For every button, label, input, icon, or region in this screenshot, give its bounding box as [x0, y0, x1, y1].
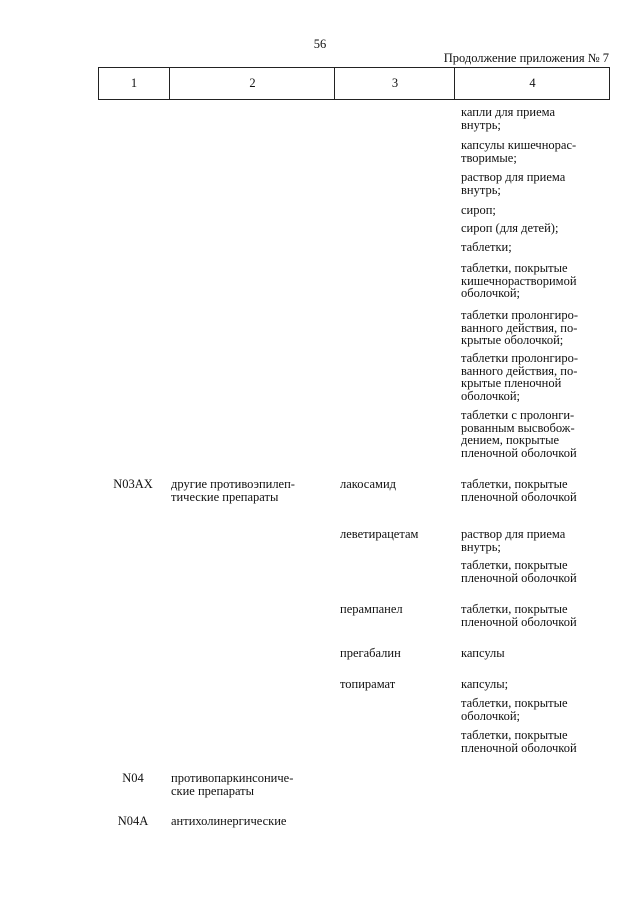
dosage-form: таблетки, покрытые оболочкой; — [461, 696, 568, 723]
dosage-form: сироп; — [461, 203, 496, 217]
atc-group-name: противопаркинсониче- ские препараты — [171, 771, 294, 798]
header-col-3: 3 — [334, 68, 455, 99]
dosage-form: раствор для приема внутрь; — [461, 170, 566, 197]
dosage-form: капсулы; — [461, 677, 509, 691]
atc-group-name: другие противоэпилеп- тические препараты — [171, 477, 295, 504]
drug-name: топирамат — [340, 677, 396, 691]
header-col-4: 4 — [454, 68, 610, 99]
table-header — [98, 67, 610, 100]
dosage-form: таблетки с пролонги- рованным высвобож- дением, покрытые пленочной оболочкой — [461, 408, 577, 460]
drug-name: перампанел — [340, 602, 403, 616]
atc-code: N03AX — [113, 477, 153, 491]
dosage-form: капсулы — [461, 646, 505, 660]
dosage-form: сироп (для детей); — [461, 221, 559, 235]
page-number: 56 — [313, 37, 327, 51]
atc-group-name: антихолинергические — [171, 814, 287, 828]
dosage-form: таблетки пролонгиро- ванного действия, по- крытые оболочкой; — [461, 308, 579, 347]
dosage-form: таблетки, покрытые пленочной оболочкой — [461, 602, 577, 629]
atc-code: N04A — [117, 814, 149, 828]
header-col-2: 2 — [169, 68, 335, 99]
dosage-form: таблетки пролонгиро- ванного действия, по- крытые пленочной оболочкой; — [461, 351, 579, 403]
drug-name: лакосамид — [340, 477, 396, 491]
header-col-1: 1 — [130, 76, 138, 90]
dosage-form: раствор для приема внутрь; — [461, 527, 566, 554]
atc-code: N04 — [122, 771, 144, 785]
dosage-form: капсулы кишечнорас- творимые; — [461, 138, 577, 165]
dosage-form: таблетки, покрытые пленочной оболочкой — [461, 558, 577, 585]
continuation-note: Продолжение приложения № 7 — [443, 51, 609, 65]
dosage-form: капли для приема внутрь; — [461, 105, 556, 132]
drug-name: леветирацетам — [340, 527, 419, 541]
drug-name: прегабалин — [340, 646, 401, 660]
dosage-form: таблетки, покрытые пленочной оболочкой — [461, 477, 577, 504]
dosage-form: таблетки; — [461, 240, 512, 254]
dosage-form: таблетки, покрытые пленочной оболочкой — [461, 728, 577, 755]
dosage-form: таблетки, покрытые кишечнорастворимой оболочкой; — [461, 261, 577, 300]
